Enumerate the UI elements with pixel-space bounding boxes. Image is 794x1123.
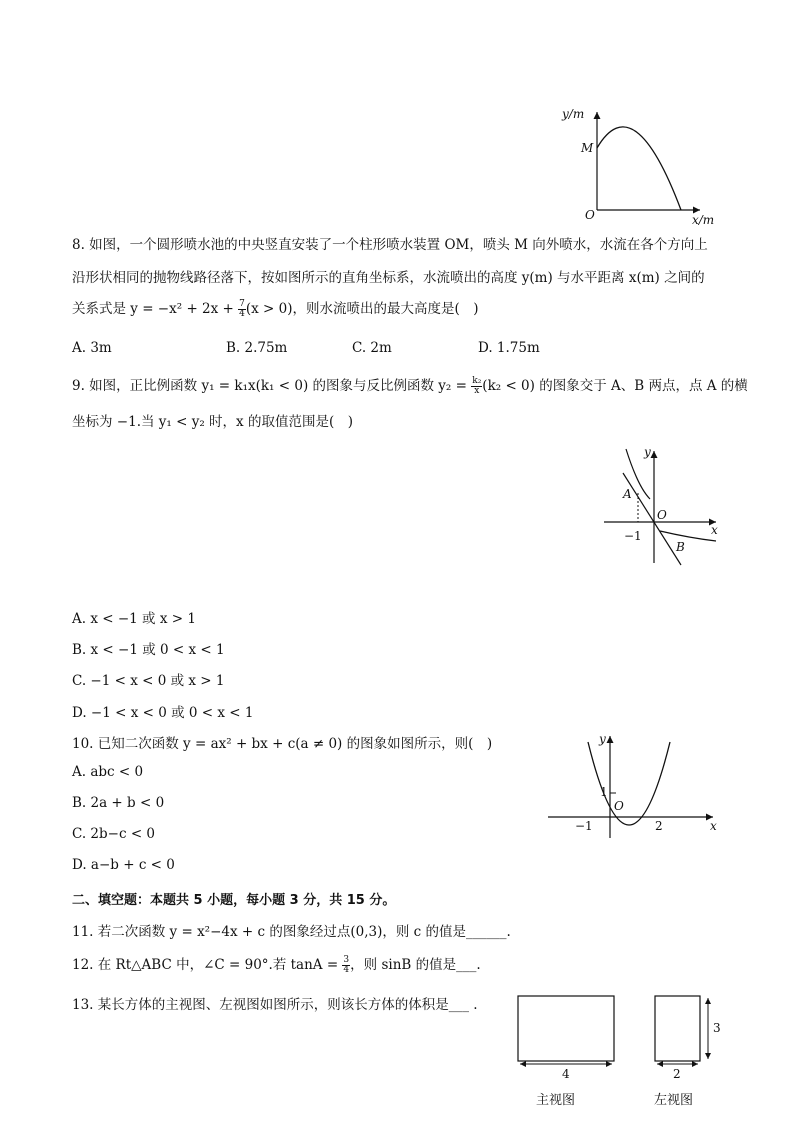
side-height-label: 3 bbox=[713, 1021, 721, 1035]
tick-neg-one: −1 bbox=[624, 529, 642, 543]
tick-neg-one-label: −1 bbox=[575, 819, 593, 833]
side-view-caption: 左视图 bbox=[654, 1092, 694, 1107]
q9-function-graph bbox=[598, 443, 728, 568]
parabola-curve bbox=[588, 742, 670, 825]
y-axis-label: y/m bbox=[562, 107, 585, 121]
tick-two-label: 2 bbox=[655, 819, 663, 833]
q12-text: 12. 在 Rt△ABC 中，∠C = 90°.若 tanA = $\frac{3}{4}$ ，则 sinB 的值是___. bbox=[72, 955, 481, 975]
q11-text: 11. 若二次函数 y = x²−4x + c 的图象经过点(0,3)，则 c 的值是______. bbox=[72, 924, 511, 940]
x-axis-label: x/m bbox=[692, 213, 715, 227]
q8-line3-pre: 关系式是 y = −x² + 2x + bbox=[72, 301, 239, 317]
q8-line1: 8. 如图，一个圆形喷水池的中央竖直安装了一个柱形喷水装置 OM，喷头 M 向外喷水，水流在各个方向上 bbox=[72, 237, 708, 253]
q8-line3 bbox=[72, 297, 479, 319]
q8-option-d: D. 1.75m bbox=[478, 340, 540, 356]
side-width-label: 2 bbox=[673, 1067, 681, 1081]
section-2-heading: 二、填空题：本题共 5 小题，每小题 3 分，共 15 分。 bbox=[72, 893, 396, 908]
q9-line2: 坐标为 −1.当 y₁ < y₂ 时，x 的取值范围是( ) bbox=[72, 414, 353, 430]
parabola-curve bbox=[597, 127, 681, 210]
point-a-label: A bbox=[623, 487, 632, 501]
q13-views bbox=[510, 990, 730, 1085]
q8-option-b: B. 2.75m bbox=[226, 340, 288, 356]
q10-option-a: A. abc < 0 bbox=[72, 764, 144, 780]
tick-y-one-label: 1 bbox=[600, 785, 608, 799]
q9-option-d: D. −1 < x < 0 或 0 < x < 1 bbox=[72, 705, 254, 721]
point-m-label: M bbox=[581, 141, 594, 155]
y-axis-label: y bbox=[644, 445, 651, 459]
y-axis-label: y bbox=[599, 732, 606, 746]
x-axis-label: x bbox=[710, 819, 717, 833]
q10-option-c: C. 2b−c < 0 bbox=[72, 826, 156, 842]
q12-fraction: $\frac{3}{4}$ bbox=[343, 955, 350, 975]
q9-option-c: C. −1 < x < 0 或 x > 1 bbox=[72, 673, 225, 689]
front-view-rect bbox=[518, 996, 614, 1061]
q8-fountain-graph bbox=[560, 100, 730, 230]
side-view-rect bbox=[655, 996, 700, 1061]
proportional-line bbox=[623, 473, 681, 565]
q8-option-c: C. 2m bbox=[352, 340, 392, 356]
q10-line1: 10. 已知二次函数 y = ax² + bx + c(a ≠ 0) 的图象如图所示，则( ) bbox=[72, 736, 493, 752]
front-view-caption: 主视图 bbox=[536, 1092, 576, 1107]
origin-label: O bbox=[657, 508, 667, 522]
q8-option-a: A. 3m bbox=[72, 340, 112, 356]
q13-text: 13. 某长方体的主视图、左视图如图所示，则该长方体的体积是___ . bbox=[72, 997, 478, 1013]
q9-option-a: A. x < −1 或 x > 1 bbox=[72, 611, 196, 627]
x-axis-label: x bbox=[711, 523, 718, 537]
origin-label: O bbox=[585, 208, 595, 222]
q8-line3-post: (x > 0)，则水流喷出的最大高度是( ) bbox=[245, 301, 479, 317]
q9-option-b: B. x < −1 或 0 < x < 1 bbox=[72, 642, 225, 658]
q10-option-d: D. a−b + c < 0 bbox=[72, 857, 175, 873]
q8-line2: 沿形状相同的抛物线路径落下，按如图所示的直角坐标系，水流喷出的高度 y(m) 与水平距离 x(m) 之间的 bbox=[72, 270, 705, 286]
q10-option-b: B. 2a + b < 0 bbox=[72, 795, 165, 811]
point-b-label: B bbox=[676, 540, 685, 554]
hyperbola-lower-right bbox=[660, 531, 716, 541]
q8-fraction: $\frac{7}{4}$ bbox=[239, 299, 245, 319]
origin-label: O bbox=[614, 799, 624, 813]
q9-line1: 9. 如图，正比例函数 y₁ = k₁x(k₁ < 0) 的图象与反比例函数 y₂ = $\frac{\text{k₂}}{x}$ (k₂ < 0) 的图象交于 A、B 两点，点 A 的横 bbox=[72, 376, 748, 396]
front-dimension-label: 4 bbox=[562, 1067, 570, 1081]
q9-fraction: $\frac{\text{k₂}}{x}$ bbox=[472, 376, 482, 396]
q10-parabola-graph bbox=[545, 730, 725, 840]
